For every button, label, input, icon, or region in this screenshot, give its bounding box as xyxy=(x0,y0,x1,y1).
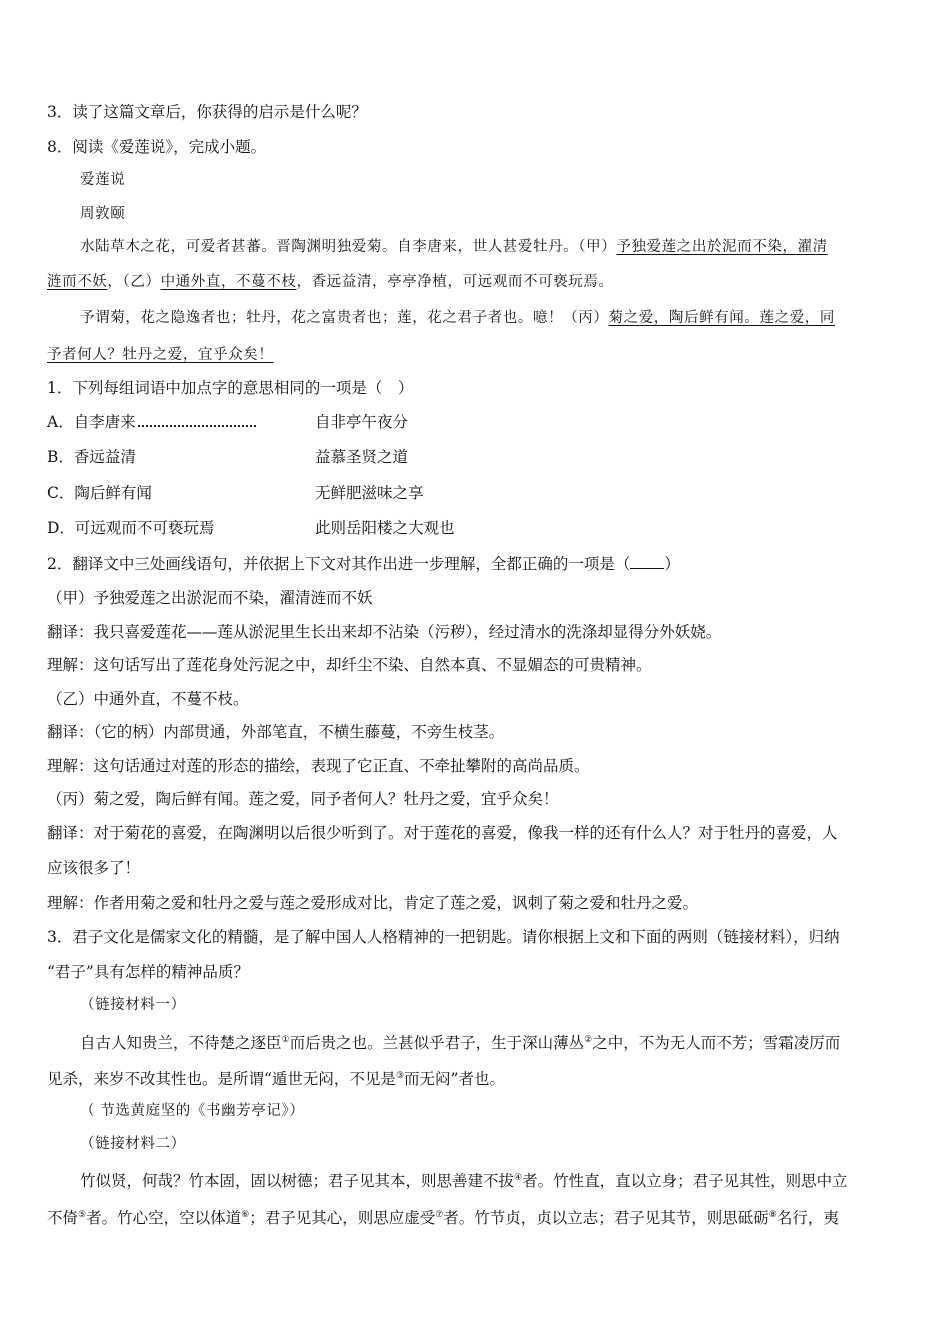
answer-blank xyxy=(630,554,664,569)
item-jia-understanding: 理解：这句话写出了莲花身处污泥之中，却纤尘不染、自然本真、不显媚态的可贵精神。 xyxy=(47,656,652,674)
emphasis-dots xyxy=(138,413,256,427)
item-yi-translation: 翻译：（它的柄）内部贯通，外部笔直，不横生藤蔓，不旁生枝茎。 xyxy=(47,723,505,741)
material-2-title: （链接材料二） xyxy=(80,1136,186,1152)
item-jia-translation: 翻译：我只喜爱莲花——莲从淤泥里生长出来却不沾染（污秽），经过清水的洗涤却显得分外妖娆。 xyxy=(47,623,722,641)
item-bing: （丙）菊之爱，陶后鲜有闻。莲之爱，同予者何人？牡丹之爱，宜乎众矣！ xyxy=(47,790,559,808)
poem-paragraph-2-line-1: 予谓菊，花之隐逸者也；牡丹，花之富贵者也；莲，花之君子者也。噫！（丙）菊之爱，陶后鲜有闻。莲之爱，同 xyxy=(80,310,835,326)
option-b: B．香远益清 益慕圣贤之道 xyxy=(47,448,409,466)
item-jia: （甲）予独爱莲之出淤泥而不染，濯清涟而不妖 xyxy=(47,589,373,607)
item-yi: （乙）中通外直，不蔓不枝。 xyxy=(47,690,249,708)
option-c: C．陶后鲜有闻 无鲜肥滋味之享 xyxy=(47,484,424,502)
poem-paragraph-1-line-2: 涟而不妖，（乙）中通外直，不蔓不枝，香远益清，亭亭净植，可远观而不可亵玩焉。 xyxy=(47,274,614,290)
sub-question-2: 2．翻译文中三处画线语句，并依据上下文对其作出进一步理解，全都正确的一项是（ ） xyxy=(47,555,680,573)
underlined-sentence-jia: 予独爱莲之出於泥而不染，濯清 xyxy=(616,239,828,255)
sub-question-3-line-1: 3．君子文化是儒家文化的精髓，是了解中国人人格精神的一把钥匙。请你根据上文和下面的两则（链接材料），归纳 xyxy=(47,928,840,946)
item-bing-translation-line-2: 应该很多了！ xyxy=(47,859,141,877)
poem-author: 周敦颐 xyxy=(80,206,126,222)
item-yi-understanding: 理解：这句话通过对莲的形态的描绘，表现了它正直、不牵扯攀附的高尚品质。 xyxy=(47,757,590,775)
material-1-title: （链接材料一） xyxy=(80,997,186,1013)
material-1-line-2: 见杀，来岁不改其性也。是所谓“遁世无闷，不见是③而无闷”者也。 xyxy=(47,1070,505,1089)
poem-title: 爱莲说 xyxy=(80,172,126,188)
underlined-sentence-bing-end: 予者何人？牡丹之爱，宜乎众矣！ xyxy=(47,347,274,363)
sub-question-1: 1．下列每组词语中加点字的意思相同的一项是（ ） xyxy=(47,379,414,397)
material-2-line-1: 竹似贤，何哉？竹本固，固以树德；君子见其本，则思善建不拔④者。竹性直，直以立身；君子见其性，则思中立 xyxy=(80,1172,848,1191)
poem-paragraph-2-line-2 xyxy=(47,345,907,365)
item-bing-understanding: 理解：作者用菊之爱和牡丹之爱与莲之爱形成对比，肯定了莲之爱，讽刺了菊之爱和牡丹之爱。 xyxy=(47,894,699,912)
material-1-line-1: 自古人知贵兰，不待楚之逐臣①而后贵之也。兰甚似乎君子，生于深山薄丛②之中，不为无人而不芳；雪霜凌厉而 xyxy=(80,1034,841,1053)
underlined-sentence-yi: 中通外直，不蔓不枝 xyxy=(160,274,297,290)
underlined-sentence-jia-end: 涟而不妖 xyxy=(47,274,108,290)
material-2-line-2: 不倚⑤者。竹心空，空以体道⑥；君子见其心，则思应虚受⑦者。竹节贞，贞以立志；君子见其节，则思砥砺⑧名行，夷 xyxy=(47,1209,839,1228)
sub-question-3-line-2: “君子”具有怎样的精神品质？ xyxy=(47,963,249,981)
previous-question-3: 3．读了这篇文章后，你获得的启示是什么呢？ xyxy=(47,103,367,121)
option-d: D．可远观而不可亵玩焉 此则岳阳楼之大观也 xyxy=(47,519,455,537)
material-1-source: （ 节选黄庭坚的《书幽芳亭记》） xyxy=(80,1103,305,1119)
underlined-sentence-bing: 菊之爱，陶后鲜有闻。莲之爱，同 xyxy=(608,310,835,326)
option-a: A．自李唐来 自非亭午夜分 xyxy=(47,413,409,431)
question-8-title: 8．阅读《爱莲说》，完成小题。 xyxy=(47,138,267,156)
poem-paragraph-1-line-1: 水陆草木之花，可爱者甚蕃。晋陶渊明独爱菊。自李唐来，世人甚爱牡丹。（甲）予独爱莲之出於泥而不染，濯清 xyxy=(80,239,828,255)
item-bing-translation-line-1: 翻译：对于菊花的喜爱，在陶渊明以后很少听到了。对于莲花的喜爱，像我一样的还有什么人？对于牡丹的喜爱，人 xyxy=(47,824,838,842)
